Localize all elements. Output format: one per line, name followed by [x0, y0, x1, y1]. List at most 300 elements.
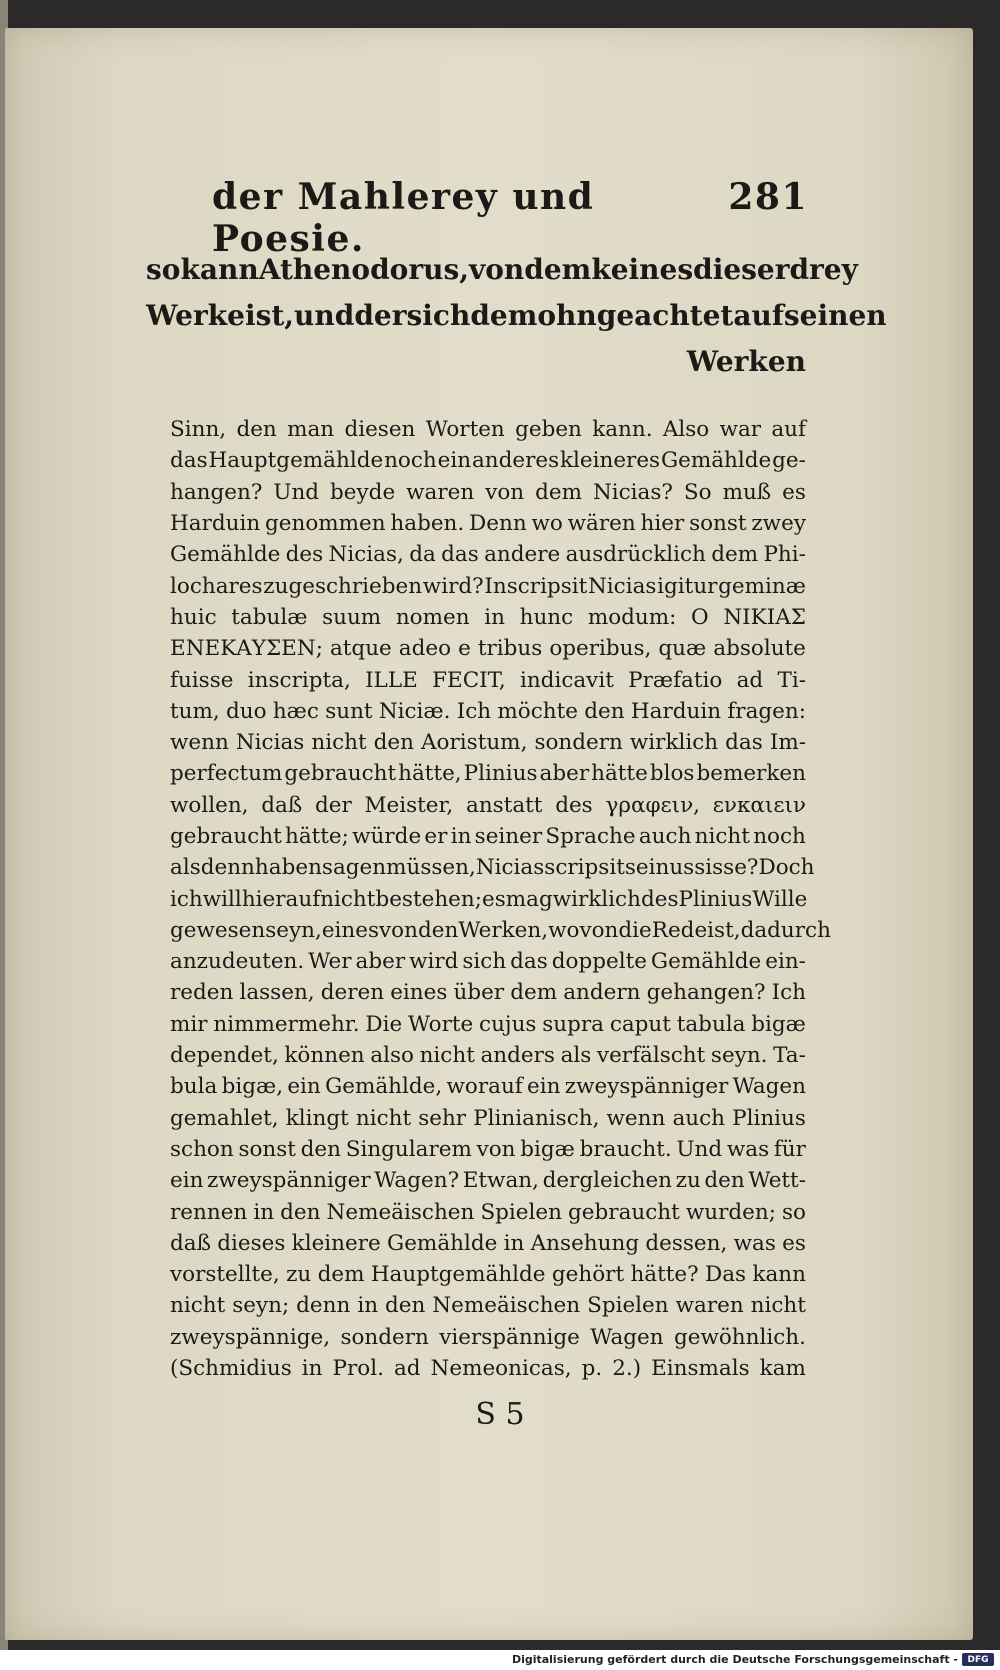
word: hätte; [284, 824, 349, 849]
word: in [253, 1199, 275, 1225]
word: drey [789, 252, 858, 286]
word: zweyspännige, [170, 1324, 331, 1350]
word: Nemeäischen [326, 1199, 475, 1225]
word: zweyspänniger [207, 1168, 371, 1194]
footnote-line [170, 1165, 806, 1196]
word: seinen [783, 298, 887, 332]
word: nicht [311, 730, 367, 756]
word: Prol. [332, 1356, 384, 1382]
word: Ta- [773, 1043, 806, 1069]
word: tabulæ [231, 604, 308, 630]
word: wirklich [629, 730, 719, 756]
word: von [476, 1136, 516, 1162]
word: so [782, 1199, 806, 1225]
footnote-line [170, 1353, 806, 1384]
word: hunc [519, 604, 574, 630]
word: er [424, 824, 448, 849]
word: geben [515, 417, 582, 443]
word: das [441, 542, 479, 568]
footnote-line [170, 946, 806, 977]
word: nicht [355, 1105, 412, 1131]
word: bestehen; [375, 886, 482, 912]
word: seyn; [232, 1293, 290, 1319]
word: geminæ [718, 573, 806, 599]
word: dessen, [645, 1230, 728, 1256]
word: Wett- [748, 1168, 806, 1194]
word: Ο [691, 604, 709, 630]
word: ΕΝΕΚΑΥΣΕΝ; [170, 636, 323, 662]
word: daß [170, 1230, 211, 1256]
footnote-line [170, 445, 806, 476]
footnote-line [170, 977, 806, 1008]
word: waren [675, 1293, 744, 1319]
word: hätte? [630, 1262, 699, 1288]
word: den [373, 730, 414, 756]
running-title: der Mahlerey und Poesie. [212, 176, 595, 260]
word: duo [225, 698, 267, 724]
word: caput [609, 1011, 671, 1037]
word: müssen, [386, 855, 476, 881]
word: zwey [751, 511, 806, 537]
word: modum: [587, 604, 677, 630]
word: noch [753, 824, 806, 849]
word: se [624, 855, 649, 881]
word: auf [733, 298, 784, 332]
word: waren [406, 479, 475, 505]
word: alsdenn [170, 855, 255, 881]
word: zu [286, 1262, 312, 1288]
word: also [370, 1043, 414, 1069]
word: braucht. [579, 1136, 672, 1162]
word: Plinius [732, 1105, 806, 1131]
word: Ich [771, 980, 806, 1006]
word: Plinius [463, 761, 538, 787]
word: andern [563, 980, 641, 1006]
word: wären [567, 511, 636, 537]
word: Und [273, 479, 320, 505]
word: hæc [272, 698, 319, 724]
word: sich [406, 298, 471, 332]
word: reden [170, 980, 234, 1006]
word: anstatt [466, 792, 543, 818]
word: sagen [321, 855, 387, 881]
word: in [357, 1293, 379, 1319]
word: Præfatio [628, 667, 723, 693]
word: sonst [238, 1136, 296, 1162]
word: keines [591, 252, 694, 286]
word: zugeschrieben [263, 573, 423, 599]
word: kleinere [291, 1230, 381, 1256]
word: nimmermehr. [213, 1011, 360, 1037]
word: hangen? [170, 479, 263, 505]
word: in [503, 1230, 525, 1256]
word: atque [329, 636, 392, 662]
word: Harduin [170, 511, 261, 537]
word: kann [752, 1262, 806, 1288]
signature-mark: S 5 [475, 1397, 525, 1432]
word: FECIT, [432, 667, 506, 693]
word: Ansehung [530, 1230, 640, 1256]
word: seyn, [265, 917, 322, 943]
word: auch [672, 1105, 726, 1131]
word: können [284, 1043, 365, 1069]
word: Plinius [678, 886, 753, 912]
word: mir [170, 1011, 208, 1037]
word: dem [317, 1262, 365, 1288]
word: Rede [651, 917, 708, 943]
word: verfälscht [596, 1043, 706, 1069]
word: Werken, [458, 917, 549, 943]
word: Sinn, [170, 417, 227, 443]
word: von [468, 252, 525, 286]
word: Einsmals [651, 1356, 750, 1382]
word: Wille [752, 886, 808, 912]
word: ist, [244, 298, 295, 332]
word: Denn [469, 511, 527, 537]
word: fragen: [727, 698, 806, 724]
word: wurden; [685, 1199, 776, 1225]
word: nomen [395, 604, 470, 630]
word: hier [640, 511, 685, 537]
word: den [584, 698, 625, 724]
word: möchte [497, 698, 578, 724]
word: huic [170, 604, 217, 630]
word: den [300, 1136, 341, 1162]
word: von [485, 479, 525, 505]
footnote-line [170, 1009, 806, 1040]
word: bula [170, 1074, 218, 1100]
word: des [640, 886, 679, 912]
word: der [314, 792, 352, 818]
word: wirklich [552, 886, 641, 912]
word: Gemählde [650, 949, 762, 975]
word: deren [320, 980, 385, 1006]
word: dem [711, 542, 759, 568]
footnote-line [170, 758, 806, 789]
word: ausdrücklich [565, 542, 706, 568]
word: was [733, 1230, 776, 1256]
word: gehört [551, 1262, 625, 1288]
word: ohngeachtet [537, 298, 734, 332]
word: Sprache [545, 824, 636, 849]
word: aber [539, 761, 590, 787]
word: es [481, 886, 506, 912]
word: igitur [657, 573, 718, 599]
word: absolute [713, 636, 806, 662]
word: Und [676, 1136, 723, 1162]
word: den [385, 1293, 426, 1319]
word: auch [638, 824, 692, 849]
word: wollen, [170, 792, 249, 818]
word: Niciæ. [378, 698, 451, 724]
word: Hauptgemählde [370, 1262, 546, 1288]
word: man [287, 417, 335, 443]
running-header [212, 176, 808, 260]
footnote-block [170, 414, 831, 1384]
word: Worten [425, 417, 505, 443]
word: Wagen [732, 1074, 806, 1100]
word: es [782, 1230, 806, 1256]
word: dergleichen [542, 1168, 673, 1194]
word: Nemeonicas, [430, 1356, 572, 1382]
word: suum [322, 604, 382, 630]
word: tum, [170, 698, 220, 724]
word: das [170, 448, 208, 474]
word: Hauptgemählde [208, 448, 384, 474]
word: ein [437, 448, 472, 474]
word: war [719, 417, 762, 443]
word: rennen [170, 1199, 248, 1225]
word: ge- [772, 448, 806, 474]
word: es [782, 479, 806, 505]
word: nicht [750, 1293, 806, 1319]
word: anders [480, 1043, 555, 1069]
word: das [725, 730, 763, 756]
footnote-line [170, 664, 806, 695]
word: Singularem [345, 1136, 472, 1162]
word: adeo [398, 636, 452, 662]
word: 2.) [612, 1356, 642, 1382]
word: den [704, 1168, 745, 1194]
footnote-line [170, 414, 806, 445]
word: indicavit [519, 667, 614, 693]
word: auf [771, 417, 806, 443]
main-text-block [146, 246, 887, 384]
word: dem [524, 252, 592, 286]
word: Doch [758, 855, 815, 881]
word: Nicias [587, 573, 657, 599]
word: kleineres [559, 448, 661, 474]
word: den [280, 1199, 321, 1225]
word: gebraucht [284, 761, 397, 787]
footnote-line [170, 1103, 806, 1134]
word: ad [393, 1356, 421, 1382]
word: sonst [689, 511, 747, 537]
word: zweyspänniger [564, 1074, 729, 1100]
word: des [285, 542, 324, 568]
word: ενκαιειν [712, 792, 806, 818]
word: nicht [170, 1293, 226, 1319]
footnote-line [170, 821, 806, 852]
word: will [202, 886, 242, 912]
word: So [683, 479, 712, 505]
word: schon [170, 1136, 234, 1162]
main-text-line [146, 292, 887, 338]
footnote-line [170, 1290, 806, 1321]
word: seiner [474, 824, 543, 849]
word: kann [180, 252, 259, 286]
word: die [618, 917, 652, 943]
footnote-line [170, 790, 806, 821]
word: als [560, 1043, 592, 1069]
footnote-line [170, 539, 806, 570]
word: Wagen? [374, 1168, 460, 1194]
word: sehr [418, 1105, 467, 1131]
word: der [354, 298, 407, 332]
footnote-line [170, 1071, 806, 1102]
word: gehangen? [646, 980, 766, 1006]
footnote-line [170, 477, 806, 508]
word: beyde [330, 479, 396, 505]
word: operibus, [549, 636, 652, 662]
word: Nicias? [592, 479, 673, 505]
word: zu [675, 1168, 701, 1194]
word: das [510, 949, 548, 975]
word: was [726, 1136, 770, 1162]
word: γραφειν, [605, 792, 701, 818]
word: für [773, 1136, 806, 1162]
word: gebraucht [568, 1199, 680, 1225]
word: sich [462, 949, 507, 975]
word: bigæ [751, 1011, 806, 1037]
word: haben [254, 855, 322, 881]
footnote-line [170, 508, 806, 539]
word: gewöhnlich. [673, 1324, 806, 1350]
word: nicht [419, 1043, 475, 1069]
word: diesen [344, 417, 416, 443]
word: und [294, 298, 355, 332]
word: Gemählde [387, 1230, 498, 1256]
word: ein [527, 1074, 561, 1100]
word: ich [170, 886, 203, 912]
word: Nicias [235, 730, 305, 756]
word: so [146, 252, 181, 286]
word: Athenodorus, [258, 252, 469, 286]
footnote-line [170, 883, 806, 914]
word: muß [722, 479, 772, 505]
word: Meister, [364, 792, 454, 818]
word: wo [531, 511, 563, 537]
word: ad [736, 667, 764, 693]
word: ein [170, 1168, 204, 1194]
word: bigæ [520, 1136, 575, 1162]
word: kam [759, 1356, 806, 1382]
word: in [484, 604, 505, 630]
word: inscripta, [247, 667, 351, 693]
word: genommen [264, 511, 386, 537]
footnote-line [170, 696, 806, 727]
word: (Schmidius [170, 1356, 292, 1382]
word: wovon [548, 917, 619, 943]
word: Ti- [777, 667, 806, 693]
word: daß [261, 792, 303, 818]
word: fuisse [170, 667, 234, 693]
word: wird [409, 949, 459, 975]
word: wird? [422, 573, 484, 599]
word: in [301, 1356, 323, 1382]
word: da [409, 542, 436, 568]
word: Das [704, 1262, 747, 1288]
word: in [450, 824, 472, 849]
word: scripsit [544, 855, 625, 881]
word: Die [365, 1011, 403, 1037]
word: nicht [694, 824, 750, 849]
word: sondern [340, 1324, 429, 1350]
footnote-line [170, 570, 806, 601]
word: nicht [320, 886, 376, 912]
word: gebraucht [170, 824, 282, 849]
word: Nicias [475, 855, 545, 881]
word: Worte [408, 1011, 474, 1037]
word: lassen, [239, 980, 315, 1006]
word: denn [296, 1293, 351, 1319]
word: über [453, 980, 505, 1006]
word: Phi- [763, 542, 806, 568]
word: ILLE [365, 667, 418, 693]
word: wenn [170, 730, 229, 756]
word: wenn [606, 1105, 666, 1131]
footnote-line [170, 1259, 806, 1290]
footnote-line [170, 1134, 806, 1165]
word: klingt [285, 1105, 349, 1131]
word: mag [505, 886, 553, 912]
word: p. [581, 1356, 603, 1382]
footnote-line [170, 602, 806, 633]
word: sunt [325, 698, 373, 724]
word: Werke [146, 298, 245, 332]
footnote-line [170, 915, 831, 946]
word: würde [352, 824, 422, 849]
word: Nicias, [328, 542, 404, 568]
word: Nemeäischen [432, 1293, 581, 1319]
word: tabula [676, 1011, 746, 1037]
word: dem [470, 298, 538, 332]
word: Aoristum, [421, 730, 528, 756]
word: vierspännige [439, 1324, 580, 1350]
dfg-logo: DFG [962, 1653, 994, 1666]
footnote-line [170, 727, 806, 758]
word: doppelte [551, 949, 647, 975]
word: kann. [592, 417, 653, 443]
word: von [379, 917, 418, 943]
word: ist, [707, 917, 741, 943]
footnote-line [170, 1228, 806, 1259]
word: des [555, 792, 593, 818]
footnote-line [170, 633, 806, 664]
word: Inscripsit [484, 573, 588, 599]
word: bigæ, [221, 1074, 284, 1100]
word: Gemählde, [325, 1074, 443, 1100]
word: ein [287, 1074, 321, 1100]
page-number: 281 [728, 176, 808, 218]
word: Wagen [590, 1324, 664, 1350]
word: Im- [769, 730, 806, 756]
word: noch [384, 448, 437, 474]
word: seyn. [710, 1043, 768, 1069]
word: inussisse? [648, 855, 759, 881]
word: eines [390, 980, 448, 1006]
word: dadurch [740, 917, 831, 943]
word: aber [355, 949, 406, 975]
word: ΝΙΚΙΑΣ [723, 604, 806, 630]
word: dieses [217, 1230, 286, 1256]
word: Wer [308, 949, 352, 975]
word: Gemählde [170, 542, 281, 568]
word: worauf [446, 1074, 523, 1100]
footnote-line [170, 1040, 806, 1071]
word: andere [484, 542, 561, 568]
word: Plinianisch, [473, 1105, 600, 1131]
footnote-line [170, 852, 815, 883]
word: bemerken [696, 761, 806, 787]
dfg-credit: Digitalisierung gefördert durch die Deutsche Forschungsgemeinschaft - [511, 1653, 958, 1666]
word: Also [662, 417, 710, 443]
word: dependet, [170, 1043, 279, 1069]
word: Spielen [480, 1199, 562, 1225]
word: dem [510, 980, 558, 1006]
footnote-line [170, 1196, 806, 1227]
word: gemahlet, [170, 1105, 279, 1131]
